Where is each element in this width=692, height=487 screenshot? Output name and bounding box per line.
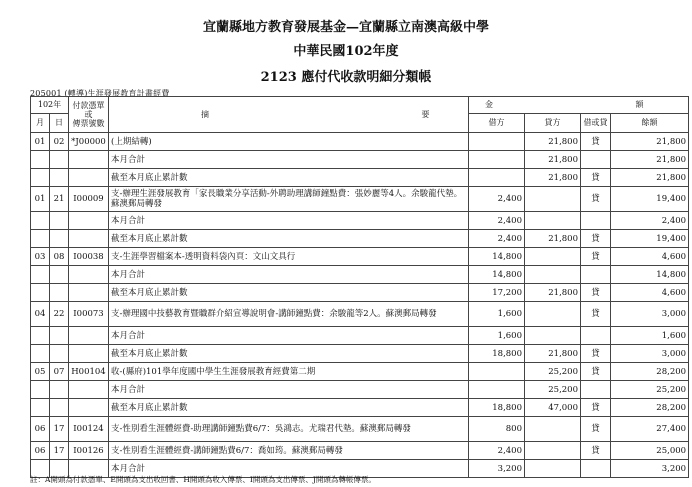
balance-cell: 19,400 <box>611 187 689 212</box>
debit-cell: 2,400 <box>469 212 525 230</box>
month-cell: 03 <box>31 248 50 266</box>
document-title: 宜蘭縣地方教育發展基金—宜蘭縣立南澳高級中學 <box>202 20 489 35</box>
dc-cell: 貸 <box>581 302 611 327</box>
summary-cell: 本月合計 <box>109 460 469 478</box>
voucher-cell <box>69 284 109 302</box>
day-cell <box>50 381 69 399</box>
debit-cell <box>469 381 525 399</box>
dc-cell <box>581 151 611 169</box>
debit-cell <box>469 169 525 187</box>
debit-cell: 3,200 <box>469 460 525 478</box>
debit-cell: 2,400 <box>469 442 525 460</box>
voucher-cell: I00124 <box>69 417 109 442</box>
debit-cell: 14,800 <box>469 266 525 284</box>
debit-cell: 1,600 <box>469 302 525 327</box>
summary-cell: (上期結轉) <box>109 133 469 151</box>
account-code: 205001 (轉導)生涯發展教育計畫經費 <box>30 89 170 98</box>
dc-cell <box>581 460 611 478</box>
voucher-cell <box>69 399 109 417</box>
day-cell <box>50 151 69 169</box>
balance-cell: 4,600 <box>611 248 689 266</box>
voucher-cell <box>69 345 109 363</box>
voucher-header <box>69 97 109 133</box>
dc-cell: 貸 <box>581 284 611 302</box>
table-row <box>31 284 689 302</box>
credit-cell: 21,800 <box>525 133 581 151</box>
debit-cell: 17,200 <box>469 284 525 302</box>
year-header: 102年 <box>31 97 69 114</box>
credit-cell <box>525 266 581 284</box>
balance-cell: 3,000 <box>611 345 689 363</box>
dc-cell <box>581 212 611 230</box>
debit-cell: 800 <box>469 417 525 442</box>
month-cell: 04 <box>31 302 50 327</box>
credit-cell: 21,800 <box>525 151 581 169</box>
summary-header-b: 要 <box>421 109 430 119</box>
balance-cell: 3,000 <box>611 302 689 327</box>
balance-cell: 28,200 <box>611 363 689 381</box>
balance-cell: 21,800 <box>611 151 689 169</box>
summary-cell: 本月合計 <box>109 327 469 345</box>
credit-cell <box>525 187 581 212</box>
balance-cell: 1,600 <box>611 327 689 345</box>
day-cell: 17 <box>50 442 69 460</box>
month-cell <box>31 230 50 248</box>
table-row <box>31 417 689 442</box>
dc-cell: 貸 <box>581 399 611 417</box>
credit-cell <box>525 460 581 478</box>
credit-cell: 21,800 <box>525 169 581 187</box>
credit-cell: 25,200 <box>525 381 581 399</box>
dc-cell: 貸 <box>581 442 611 460</box>
voucher-cell: I00073 <box>69 302 109 327</box>
balance-cell: 27,400 <box>611 417 689 442</box>
debit-cell: 18,800 <box>469 399 525 417</box>
credit-cell: 47,000 <box>525 399 581 417</box>
summary-header <box>109 97 469 133</box>
dc-cell: 貸 <box>581 230 611 248</box>
voucher-cell <box>69 381 109 399</box>
debit-cell: 2,400 <box>469 187 525 212</box>
voucher-cell: *J00000 <box>69 133 109 151</box>
day-cell: 07 <box>50 363 69 381</box>
summary-cell: 支-辦理生涯發展教育「家長職業分享活動-外聘助理講師鐘點費：張妙麗等4人。余駿龍代墊。蘇澳郵局轉發 <box>109 187 469 212</box>
balance-cell: 28,200 <box>611 399 689 417</box>
debit-cell <box>469 151 525 169</box>
credit-cell <box>525 212 581 230</box>
credit-cell <box>525 442 581 460</box>
debit-cell: 14,800 <box>469 248 525 266</box>
table-row <box>31 327 689 345</box>
credit-cell <box>525 248 581 266</box>
ledger-title: 2123 應付代收款明細分類帳 <box>260 70 432 85</box>
table-row <box>31 345 689 363</box>
summary-cell: 本月合計 <box>109 151 469 169</box>
credit-cell <box>525 417 581 442</box>
balance-cell: 21,800 <box>611 169 689 187</box>
day-cell <box>50 169 69 187</box>
debit-cell: 2,400 <box>469 230 525 248</box>
table-row <box>31 248 689 266</box>
summary-cell: 支-辦理國中技藝教育暨職群介紹宣導說明會-講師鐘點費：余駿龍等2人。蘇澳郵局轉發 <box>109 302 469 327</box>
debit-cell: 18,800 <box>469 345 525 363</box>
dc-cell: 貸 <box>581 187 611 212</box>
balance-cell: 14,800 <box>611 266 689 284</box>
month-cell <box>31 345 50 363</box>
balance-header: 餘額 <box>611 114 689 133</box>
credit-cell: 25,200 <box>525 363 581 381</box>
summary-cell: 截至本月底止累計數 <box>109 169 469 187</box>
month-cell <box>31 327 50 345</box>
voucher-cell: I00038 <box>69 248 109 266</box>
voucher-header-l3: 傳票號數 <box>72 119 105 128</box>
footnote: 註：A開頭為付款憑單、E開頭為支出收回書、H開頭為收入傳票、I開頭為支出傳票、J開頭為轉帳傳票。 <box>30 475 376 484</box>
dc-cell <box>581 327 611 345</box>
table-row <box>31 133 689 151</box>
day-cell: 22 <box>50 302 69 327</box>
day-cell <box>50 230 69 248</box>
dc-cell <box>581 266 611 284</box>
amount-header <box>469 97 689 114</box>
dc-cell: 貸 <box>581 345 611 363</box>
balance-cell: 4,600 <box>611 284 689 302</box>
day-cell: 17 <box>50 417 69 442</box>
voucher-cell <box>69 266 109 284</box>
summary-cell: 支-性別看生涯體經費-助理講師鐘點費6/7：吳鴻志。尤瑞君代墊。蘇澳郵局轉發 <box>109 417 469 442</box>
month-cell <box>31 151 50 169</box>
summary-cell: 本月合計 <box>109 212 469 230</box>
summary-cell: 本月合計 <box>109 381 469 399</box>
amount-header-a: 金 <box>485 100 493 109</box>
day-header: 日 <box>50 114 69 133</box>
balance-cell: 21,800 <box>611 133 689 151</box>
voucher-header-l2: 或 <box>84 110 93 119</box>
balance-cell: 19,400 <box>611 230 689 248</box>
voucher-cell <box>69 151 109 169</box>
summary-cell: 截至本月底止累計數 <box>109 399 469 417</box>
month-cell: 06 <box>31 442 50 460</box>
summary-cell: 支-生涯學習檔案本-透明資料袋內頁：文山文具行 <box>109 248 469 266</box>
month-cell: 05 <box>31 363 50 381</box>
month-cell: 01 <box>31 187 50 212</box>
summary-cell: 收-(縣府)101學年度國中學生生涯發展教育經費第二期 <box>109 363 469 381</box>
month-cell <box>31 212 50 230</box>
dc-cell: 貸 <box>581 363 611 381</box>
day-cell: 08 <box>50 248 69 266</box>
table-row <box>31 399 689 417</box>
month-cell <box>31 169 50 187</box>
table-row <box>31 230 689 248</box>
ledger-table <box>30 96 689 478</box>
day-cell <box>50 327 69 345</box>
table-row <box>31 151 689 169</box>
voucher-cell: I00126 <box>69 442 109 460</box>
table-row <box>31 302 689 327</box>
voucher-cell: H00104 <box>69 363 109 381</box>
day-cell <box>50 212 69 230</box>
voucher-header-l1: 付款憑單 <box>72 101 105 110</box>
amount-header-b: 額 <box>635 100 644 109</box>
table-row <box>31 442 689 460</box>
balance-cell: 2,400 <box>611 212 689 230</box>
day-cell: 02 <box>50 133 69 151</box>
dc-cell: 貸 <box>581 169 611 187</box>
dc-cell: 貸 <box>581 417 611 442</box>
credit-cell <box>525 302 581 327</box>
debit-cell <box>469 133 525 151</box>
table-row <box>31 169 689 187</box>
ledger-body <box>31 133 689 478</box>
summary-header-a: 摘 <box>201 109 209 119</box>
month-cell: 06 <box>31 417 50 442</box>
day-cell <box>50 266 69 284</box>
voucher-cell <box>69 230 109 248</box>
month-cell <box>31 284 50 302</box>
balance-cell: 25,000 <box>611 442 689 460</box>
dc-cell: 貸 <box>581 133 611 151</box>
dc-cell <box>581 381 611 399</box>
table-row <box>31 187 689 212</box>
day-cell <box>50 399 69 417</box>
dc-cell: 貸 <box>581 248 611 266</box>
table-row <box>31 381 689 399</box>
table-row <box>31 266 689 284</box>
month-cell <box>31 266 50 284</box>
credit-header: 貸方 <box>525 114 581 133</box>
credit-cell: 21,800 <box>525 284 581 302</box>
month-cell <box>31 399 50 417</box>
credit-cell: 21,800 <box>525 345 581 363</box>
day-cell <box>50 345 69 363</box>
document-year: 中華民國102年度 <box>293 44 399 59</box>
voucher-cell <box>69 327 109 345</box>
voucher-cell <box>69 212 109 230</box>
debit-header: 借方 <box>469 114 525 133</box>
summary-cell: 截至本月底止累計數 <box>109 345 469 363</box>
day-cell: 21 <box>50 187 69 212</box>
table-row <box>31 363 689 381</box>
month-cell: 01 <box>31 133 50 151</box>
voucher-cell: I00009 <box>69 187 109 212</box>
balance-cell: 3,200 <box>611 460 689 478</box>
day-cell <box>50 284 69 302</box>
month-cell <box>31 381 50 399</box>
dc-header: 借或貸 <box>581 114 611 133</box>
debit-cell <box>469 363 525 381</box>
summary-cell: 本月合計 <box>109 266 469 284</box>
credit-cell: 21,800 <box>525 230 581 248</box>
summary-cell: 截至本月底止累計數 <box>109 230 469 248</box>
debit-cell: 1,600 <box>469 327 525 345</box>
table-row <box>31 212 689 230</box>
summary-cell: 截至本月底止累計數 <box>109 284 469 302</box>
credit-cell <box>525 327 581 345</box>
voucher-cell <box>69 169 109 187</box>
summary-cell: 支-性別看生涯體經費-講師鐘點費6/7：喬如筠。蘇澳郵局轉發 <box>109 442 469 460</box>
balance-cell: 25,200 <box>611 381 689 399</box>
month-header: 月 <box>31 114 50 133</box>
